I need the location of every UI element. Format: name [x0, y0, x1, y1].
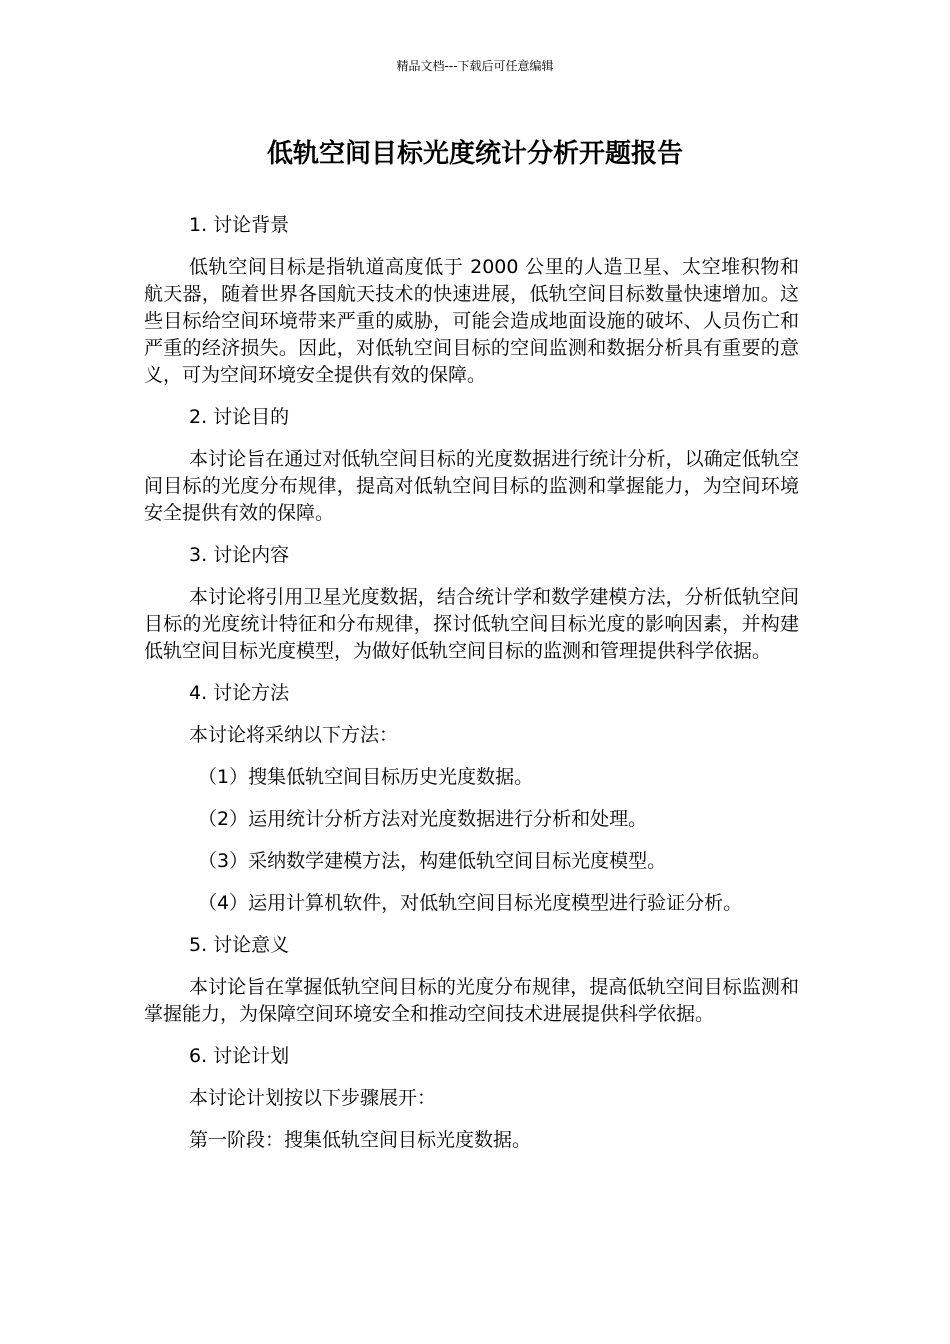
paragraph-content: 本讨论将引用卫星光度数据，结合统计学和数学建模方法，分析低轨空间目标的光度统计特征和分布规律，探讨低轨空间目标光度的影响因素，并构建低轨空间目标光度模型，为做好低轨空间目标的监测和管理提供科学依据。 [144, 586, 799, 662]
paragraph-background: 低轨空间目标是指轨道高度低于 2000 公里的人造卫星、太空堆积物和航天器，随着世界各国航天技术的快速进展，低轨空间目标数量快速增加。这些目标给空间环境带来严重的威胁，可能会造成地面设施的破坏、人员伤亡和严重的经济损失。因此，对低轨空间目标的空间监测和数据分析具有重要的意义，可为空间环境安全提供有效的保障。 [144, 256, 799, 386]
section-heading-significance: 5. 讨论意义 [189, 934, 290, 956]
method-item-1: （1）搜集低轨空间目标历史光度数据。 [198, 766, 534, 788]
section-heading-background: 1. 讨论背景 [189, 214, 290, 236]
method-item-4: （4）运用计算机软件，对低轨空间目标光度模型进行验证分析。 [198, 892, 743, 914]
method-item-3: （3）采纳数学建模方法，构建低轨空间目标光度模型。 [198, 850, 667, 872]
section-heading-plan: 6. 讨论计划 [189, 1045, 290, 1067]
method-intro: 本讨论将采纳以下方法： [189, 724, 399, 746]
section-heading-method: 4. 讨论方法 [189, 682, 290, 704]
plan-stage-1: 第一阶段：搜集低轨空间目标光度数据。 [189, 1129, 532, 1151]
section-heading-content: 3. 讨论内容 [189, 544, 290, 566]
document-body [144, 212, 799, 1169]
plan-intro: 本讨论计划按以下步骤展开： [189, 1087, 437, 1109]
document-title: 低轨空间目标光度统计分析开题报告 [266, 139, 683, 169]
method-item-2: （2）运用统计分析方法对光度数据进行分析和处理。 [198, 808, 648, 830]
paragraph-purpose: 本讨论旨在通过对低轨空间目标的光度数据进行统计分析，以确定低轨空间目标的光度分布规律，提高对低轨空间目标的监测和掌握能力，为空间环境安全提供有效的保障。 [144, 448, 799, 524]
page-header-note: 精品文档---下载后可任意编辑 [396, 59, 554, 73]
section-heading-purpose: 2. 讨论目的 [189, 406, 290, 428]
paragraph-significance: 本讨论旨在掌握低轨空间目标的光度分布规律，提高低轨空间目标监测和掌握能力，为保障空间环境安全和推动空间技术进展提供科学依据。 [144, 976, 799, 1025]
